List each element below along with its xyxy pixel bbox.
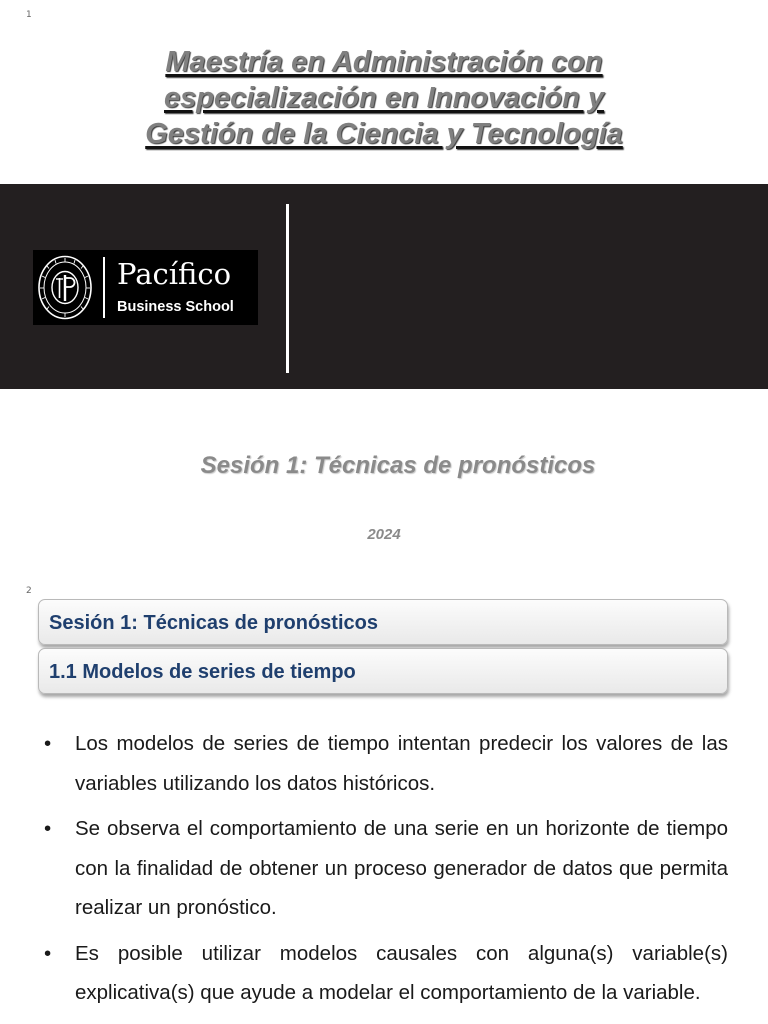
logo-separator	[103, 257, 105, 318]
bullet-list	[44, 724, 728, 1019]
pacifico-logo	[33, 250, 258, 325]
university-seal-icon	[37, 254, 93, 321]
session-header-text: Sesión 1: Técnicas de pronósticos	[49, 612, 378, 634]
program-title	[60, 44, 708, 152]
logo-subtitle: Business School	[117, 299, 234, 315]
list-item: • Se observa el comportamiento de una serie en un horizonte de tiempo con la finalidad de obtener un proceso generador de datos que permita realizar un pronóstico.	[44, 809, 728, 928]
logo-wordmark: Pacífico	[117, 257, 232, 291]
page-number-1: 1	[26, 10, 32, 20]
program-title-line-1: Maestría en Administración con	[165, 46, 603, 78]
page-number-2: 2	[26, 586, 32, 596]
session-title: Sesión 1: Técnicas de pronósticos	[200, 452, 596, 479]
program-title-line-3: Gestión de la Ciencia y Tecnología	[145, 118, 623, 150]
program-title-line-2: especialización en Innovación y	[164, 82, 604, 114]
brand-banner	[0, 184, 768, 389]
list-item: • Los modelos de series de tiempo intentan predecir los valores de las variables utilizando los datos históricos.	[44, 724, 728, 803]
list-item: • Es posible utilizar modelos causales con alguna(s) variable(s) explicativa(s) que ayude a modelar el comportamiento de la variable.	[44, 934, 728, 1013]
topic-header-box	[38, 648, 728, 694]
session-header-box	[38, 599, 728, 645]
topic-header-text: 1.1 Modelos de series de tiempo	[49, 661, 356, 683]
banner-divider	[286, 204, 289, 373]
session-year: 2024	[367, 526, 401, 543]
